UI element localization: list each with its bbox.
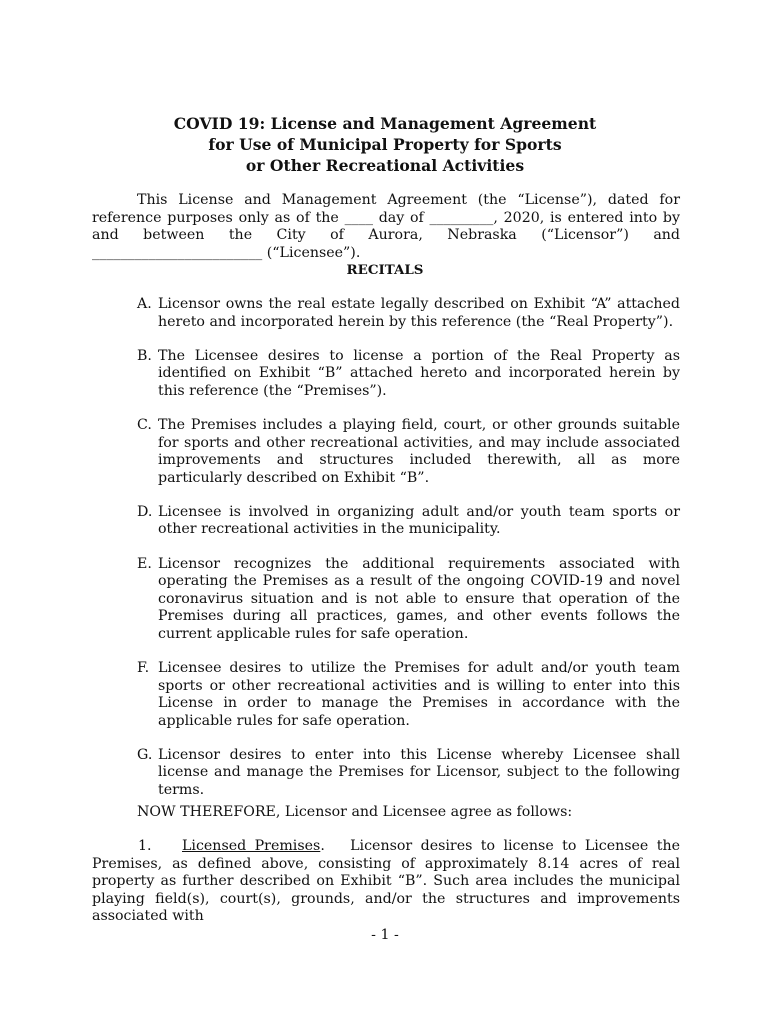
recital-item xyxy=(137,747,680,800)
recital-item xyxy=(137,556,680,644)
now-therefore-clause: NOW THEREFORE, Licensor and Licensee agree as follows: xyxy=(137,804,573,820)
recitals-heading: RECITALS xyxy=(346,262,424,278)
title-line-1: COVID 19: License and Management Agreement xyxy=(173,114,597,133)
recital-text: Licensee desires to utilize the Premises for adult and/or youth team sports or other recreational activities and is willing to enter into this License in order to manage the Premises in accordance with the applicable rules for safe operation. xyxy=(158,660,680,729)
title-line-3: or Other Recreational Activities xyxy=(245,156,525,175)
recitals-list xyxy=(137,296,680,816)
document-title xyxy=(0,113,770,176)
recital-letter: F. xyxy=(137,660,150,676)
section-number: 1. xyxy=(138,838,152,854)
section-text: Licensor desires to license to Licensee the Premises, as defined above, consisting of approximately 8.14 acres of real property as further described on Exhibit “B”. Such area includes the municipal playing field(s), court(s), grounds, and/or the structures and improvements associated with xyxy=(92,838,681,925)
page-number: - 1 - xyxy=(371,927,399,943)
recital-text: Licensor recognizes the additional requirements associated with operating the Premises as a result of the ongoing COVID-19 and novel coronavirus situation and is not able to ensure that operation of the Premises during all practices, games, and other events follows the current applicable rules for safe operation. xyxy=(158,555,680,642)
recital-text: The Licensee desires to license a portion of the Real Property as identified on Exhibit “B” attached hereto and incorporated herein by this reference (the “Premises”). xyxy=(158,347,680,399)
section-1-paragraph xyxy=(92,838,680,926)
recital-letter: G. xyxy=(137,746,153,763)
section-heading: Licensed Premises xyxy=(182,838,321,854)
recital-letter: A. xyxy=(137,296,152,312)
title-line-2: for Use of Municipal Property for Sports xyxy=(208,135,562,154)
recital-item xyxy=(137,296,680,331)
recital-letter: B. xyxy=(137,347,152,364)
recital-item xyxy=(137,417,680,487)
recital-text: Licensee is involved in organizing adult and/or youth team sports or other recreational activities in the municipality. xyxy=(158,503,680,538)
recital-text: Licensor desires to enter into this License whereby Licensee shall license and manage the Premises for Licensor, subject to the following terms. xyxy=(158,746,680,799)
intro-paragraph: This License and Management Agreement (the “License”), dated for reference purposes only as of the ____ day of _________, 2020, is entered into by and between the City of Aurora, Nebraska (“Licensor”) and ________________________ (“Licensee”). xyxy=(92,192,680,261)
recital-text: Licensor owns the real estate legally described on Exhibit “A” attached hereto and incorporated herein by this reference (the “Real Property”). xyxy=(158,296,680,330)
recital-letter: C. xyxy=(137,416,152,433)
recital-letter: D. xyxy=(137,503,153,520)
section-heading-period: . xyxy=(320,838,325,854)
recital-item xyxy=(137,348,680,401)
recital-item xyxy=(137,660,680,730)
recital-item xyxy=(137,504,680,539)
recital-letter: E. xyxy=(137,555,152,572)
recital-text: The Premises includes a playing field, court, or other grounds suitable for sports and other recreational activities, and may include associated improvements and structures included therewith, all as more particularly described on Exhibit “B”. xyxy=(158,416,680,486)
